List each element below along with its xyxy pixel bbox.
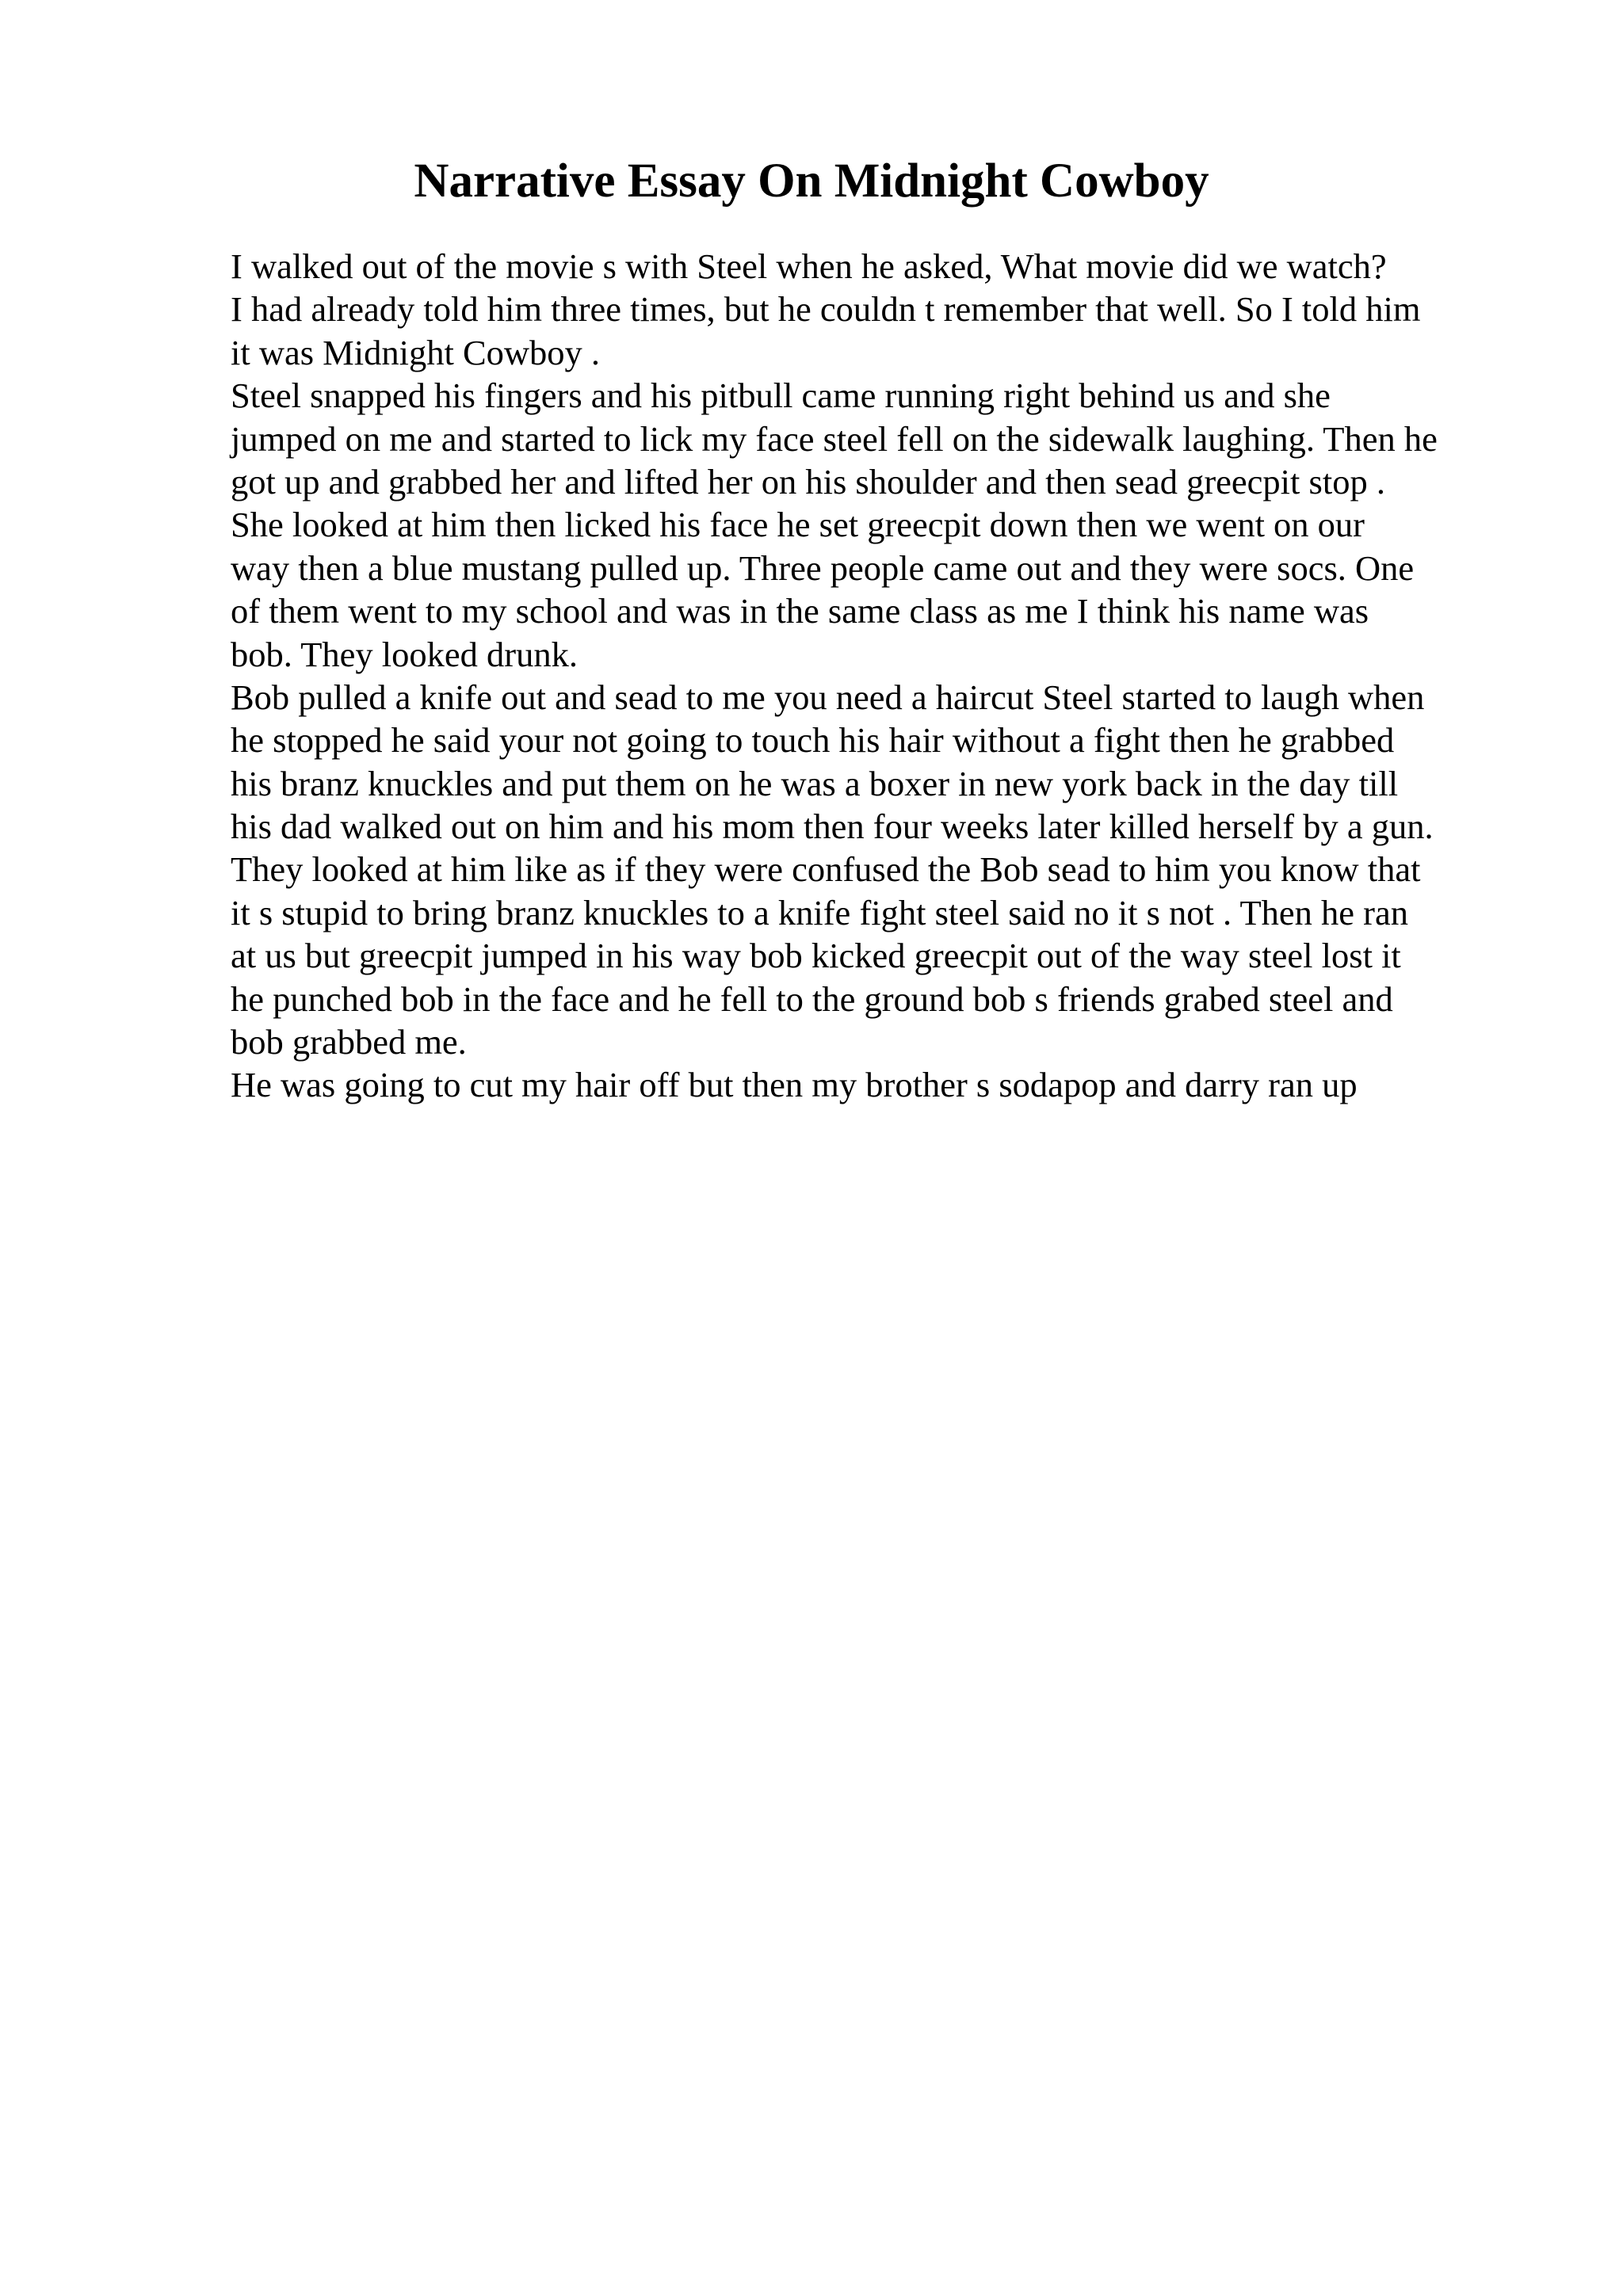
text-line: at us but greecpit jumped in his way bob kicked greecpit out of the way steel lost it <box>231 936 1401 976</box>
text-line: it was Midnight Cowboy . <box>231 332 601 372</box>
text-line: She looked at him then licked his face he set greecpit down then we went on our <box>231 505 1365 545</box>
text-line: of them went to my school and was in the same class as me I think his name was <box>231 591 1369 631</box>
text-line: He was going to cut my hair off but then my brother s sodapop and darry ran up <box>231 1065 1358 1105</box>
text-line: Bob pulled a knife out and sead to me you need a haircut Steel started to laugh when <box>231 677 1425 717</box>
text-line: jumped on me and started to lick my face steel fell on the sidewalk laughing. Then he <box>231 418 1438 459</box>
text-line: bob grabbed me. <box>231 1022 467 1062</box>
text-line: Steel snapped his fingers and his pitbull came running right behind us and she <box>231 376 1331 416</box>
text-line: it s stupid to bring branz knuckles to a knife fight steel said no it s not . Then he ran <box>231 892 1408 933</box>
essay-body <box>231 245 1594 1107</box>
text-line: They looked at him like as if they were confused the Bob sead to him you know that <box>231 849 1421 890</box>
text-line: he punched bob in the face and he fell to the ground bob s friends grabed steel and <box>231 978 1393 1019</box>
text-line: way then a blue mustang pulled up. Three people came out and they were socs. One <box>231 547 1415 588</box>
text-line: he stopped he said your not going to touch his hair without a fight then he grabbed <box>231 720 1395 761</box>
text-line: bob. They looked drunk. <box>231 634 578 674</box>
text-line: I walked out of the movie s with Steel when he asked, What movie did we watch? <box>231 246 1387 286</box>
text-line: got up and grabbed her and lifted her on his shoulder and then sead greecpit stop . <box>231 461 1385 502</box>
document-title: Narrative Essay On Midnight Cowboy <box>414 154 1209 208</box>
text-line: I had already told him three times, but he couldn t remember that well. So I told him <box>231 289 1421 330</box>
text-line: his branz knuckles and put them on he was a boxer in new york back in the day till <box>231 763 1399 803</box>
text-line: his dad walked out on him and his mom then four weeks later killed herself by a gun. <box>231 807 1434 847</box>
